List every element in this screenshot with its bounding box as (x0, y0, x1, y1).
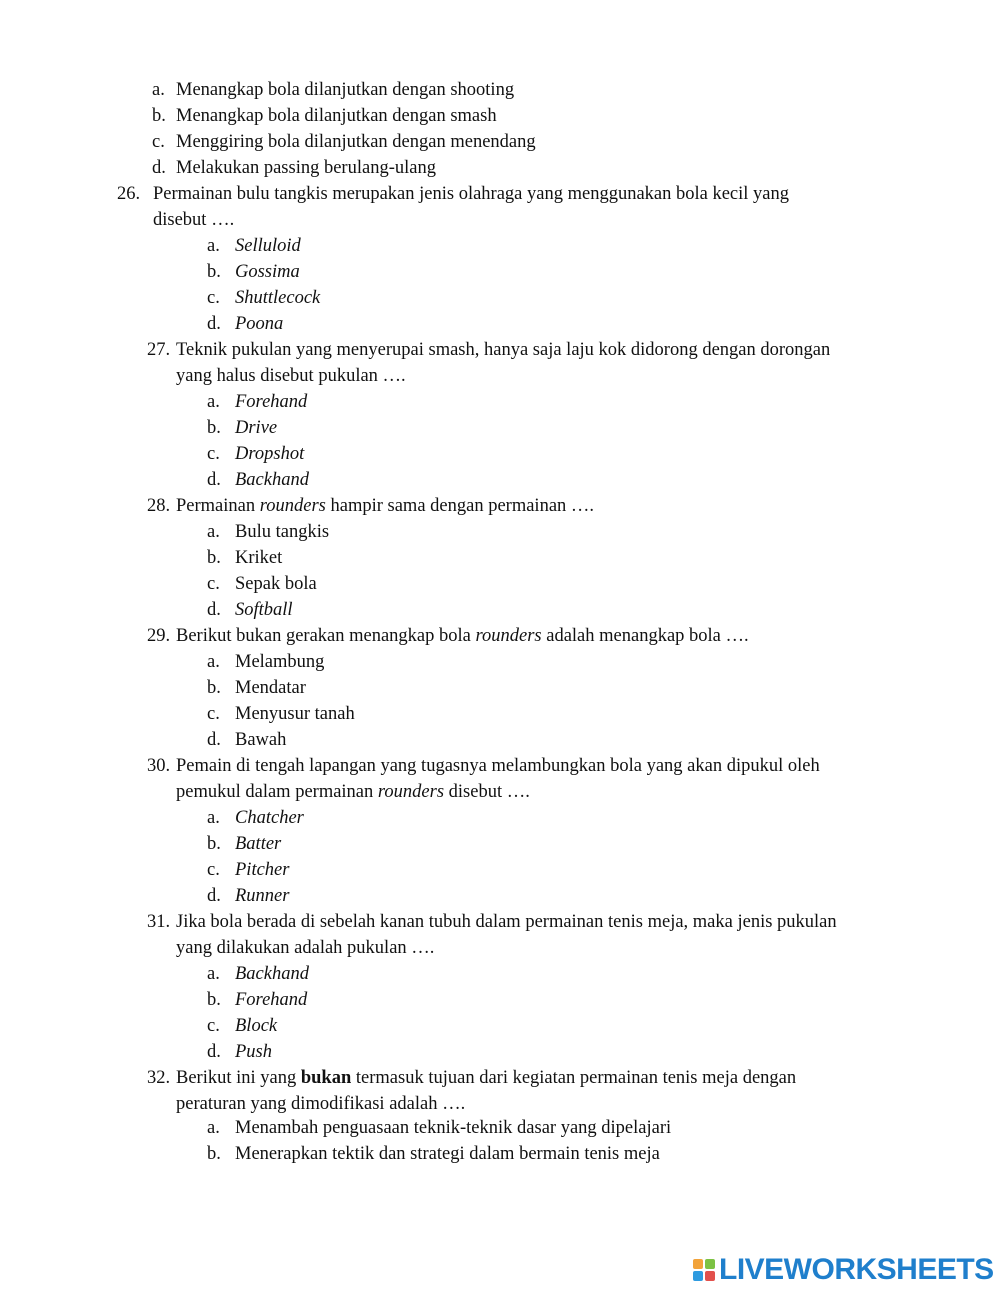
logo-square (693, 1271, 703, 1281)
option-letter: b. (207, 262, 221, 282)
option-text: Gossima (235, 262, 300, 282)
question-text: yang dilakukan adalah pukulan …. (176, 938, 435, 958)
option-letter: b. (152, 106, 166, 126)
logo-text: LIVEWORKSHEETS (719, 1253, 994, 1286)
option-letter: a. (207, 522, 220, 542)
option-letter: a. (207, 1118, 220, 1138)
option-letter: a. (207, 392, 220, 412)
question-text: Teknik pukulan yang menyerupai smash, hanya saja laju kok didorong dengan dorongan (176, 340, 831, 360)
question-text-bold: bukan (300, 1068, 352, 1088)
option-text: Poona (235, 314, 284, 334)
option-letter: d. (207, 730, 221, 750)
option-text: Shuttlecock (235, 288, 321, 308)
question-text-post: hampir sama dengan permainan …. (330, 496, 595, 516)
option-text: Menambah penguasaan teknik-teknik dasar yang dipelajari (235, 1118, 672, 1138)
option-text: Forehand (235, 990, 308, 1010)
option-letter: b. (207, 678, 221, 698)
option-text: Dropshot (235, 444, 305, 464)
question-text-post: termasuk tujuan dari kegiatan permainan tenis meja dengan (355, 1068, 797, 1088)
question-text: disebut …. (153, 210, 235, 230)
option-letter: a. (152, 80, 165, 100)
question-text (176, 624, 749, 648)
option-text: Runner (235, 886, 290, 906)
option-letter: a. (207, 652, 220, 672)
option-text: Push (235, 1042, 272, 1062)
option-text: Kriket (235, 548, 283, 568)
option-text: Chatcher (235, 808, 304, 828)
logo-square (705, 1271, 715, 1281)
option-letter: d. (207, 314, 221, 334)
question-text-pre: Permainan (176, 496, 256, 516)
question-text: peraturan yang dimodifikasi adalah …. (176, 1094, 466, 1114)
option-text: Menggiring bola dilanjutkan dengan menendang (176, 132, 536, 152)
option-letter: a. (207, 808, 220, 828)
option-text: Backhand (235, 470, 309, 490)
option-text: Selluloid (235, 236, 301, 256)
logo-square (693, 1259, 703, 1269)
option-text: Menangkap bola dilanjutkan dengan smash (176, 106, 497, 126)
question-number: 26. (117, 184, 141, 204)
option-text: Menangkap bola dilanjutkan dengan shooting (176, 80, 515, 100)
question-text (176, 780, 530, 804)
question-number: 31. (147, 912, 171, 932)
option-text: Menerapkan tektik dan strategi dalam bermain tenis meja (235, 1144, 660, 1164)
option-letter: c. (207, 288, 220, 308)
question-number: 28. (147, 496, 171, 516)
option-letter: c. (207, 704, 220, 724)
option-letter: a. (207, 236, 220, 256)
option-letter: c. (207, 574, 220, 594)
question-text-pre: Berikut bukan gerakan menangkap bola (176, 626, 471, 646)
option-letter: c. (207, 1016, 220, 1036)
option-text: Sepak bola (235, 574, 317, 594)
option-letter: c. (207, 860, 220, 880)
option-text: Menyusur tanah (235, 704, 355, 724)
option-text: Pitcher (235, 860, 290, 880)
question-text-pre: Berikut ini yang (176, 1068, 297, 1088)
question-text-italic: rounders (377, 782, 445, 802)
question-text (176, 494, 594, 518)
question-text-pre: pemukul dalam permainan (176, 782, 374, 802)
question-text (176, 1066, 796, 1090)
option-letter: b. (207, 418, 221, 438)
question-number: 32. (147, 1068, 171, 1088)
question-text: Permainan bulu tangkis merupakan jenis olahraga yang menggunakan bola kecil yang (153, 184, 790, 204)
option-letter: a. (207, 964, 220, 984)
option-text: Mendatar (235, 678, 306, 698)
question-text-italic: rounders (475, 626, 542, 646)
option-text: Forehand (235, 392, 308, 412)
question-text-post: adalah menangkap bola …. (546, 626, 749, 646)
question-text: Jika bola berada di sebelah kanan tubuh dalam permainan tenis meja, maka jenis pukulan (176, 912, 837, 932)
logo-square (705, 1259, 715, 1269)
option-letter: c. (207, 444, 220, 464)
question-text: Pemain di tengah lapangan yang tugasnya melambungkan bola yang akan dipukul oleh (176, 756, 820, 776)
option-text: Melambung (235, 652, 325, 672)
option-text: Backhand (235, 964, 309, 984)
option-text: Block (235, 1016, 278, 1036)
option-letter: d. (207, 1042, 221, 1062)
question-number: 29. (147, 626, 171, 646)
question-text: yang halus disebut pukulan …. (176, 366, 406, 386)
option-letter: d. (207, 470, 221, 490)
option-letter: d. (207, 886, 221, 906)
liveworksheets-logo (693, 1253, 994, 1287)
option-text: Softball (235, 600, 293, 620)
option-text: Bawah (235, 730, 287, 750)
option-text: Drive (235, 418, 278, 438)
option-letter: b. (207, 990, 221, 1010)
option-text: Batter (235, 834, 282, 854)
option-text: Bulu tangkis (235, 522, 330, 542)
question-number: 27. (147, 340, 171, 360)
option-letter: d. (152, 158, 166, 178)
question-text-post: disebut …. (448, 782, 530, 802)
option-letter: b. (207, 1144, 221, 1164)
option-letter: d. (207, 600, 221, 620)
option-letter: b. (207, 834, 221, 854)
question-text-italic: rounders (259, 496, 326, 516)
option-letter: b. (207, 548, 221, 568)
logo-grid-icon (693, 1259, 715, 1281)
question-number: 30. (147, 756, 171, 776)
option-letter: c. (152, 132, 165, 152)
option-text: Melakukan passing berulang-ulang (176, 158, 436, 178)
